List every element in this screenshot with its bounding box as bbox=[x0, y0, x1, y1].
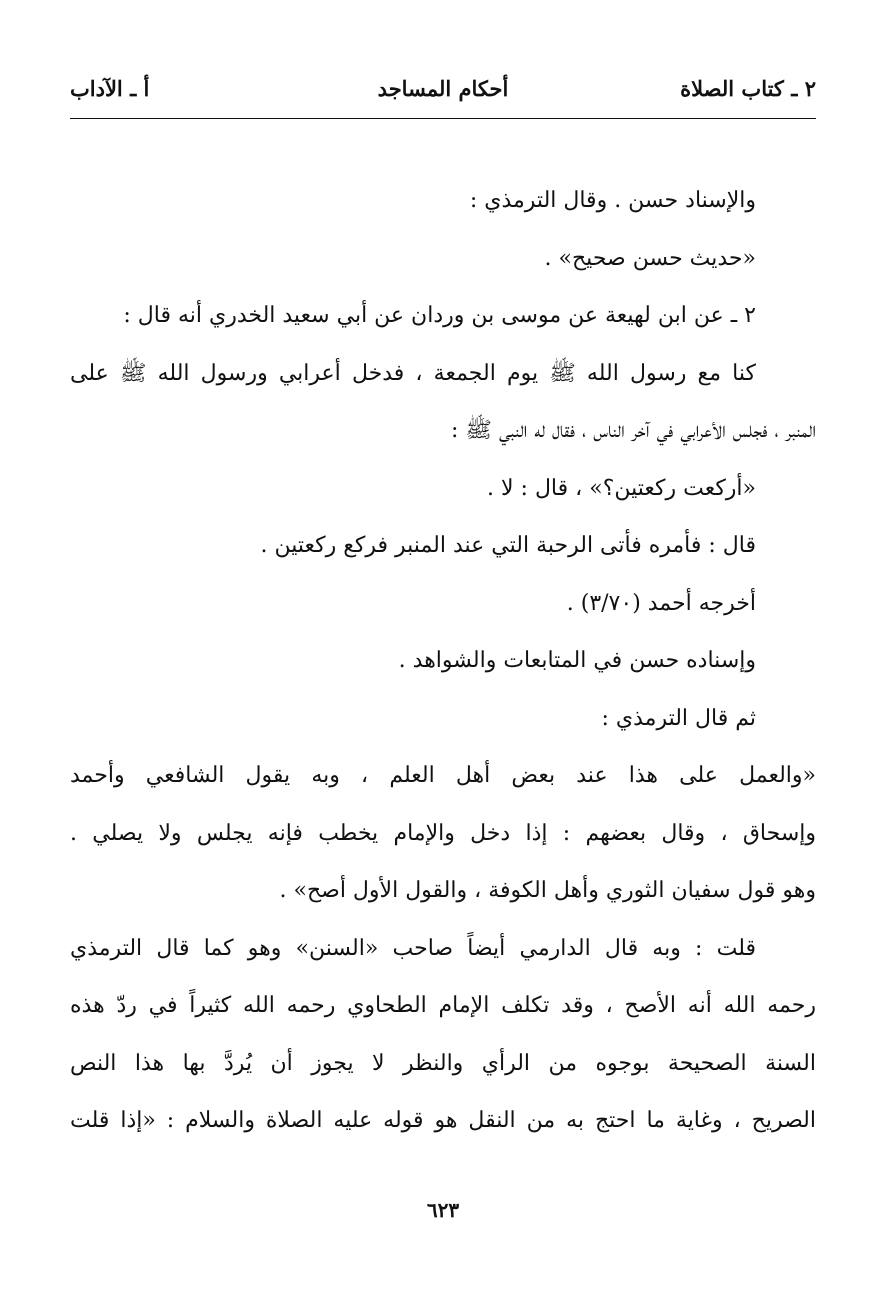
header-rule bbox=[70, 118, 816, 119]
page-number: ٦٢٣ bbox=[426, 1198, 460, 1222]
text-line: ثم قال الترمذي : bbox=[601, 705, 756, 731]
text-line: «حديث حسن صحيح» . bbox=[544, 245, 756, 271]
text-line: ٢ ـ عن ابن لهيعة عن موسى بن وردان عن أبي سعيد الخدري أنه قال : bbox=[123, 303, 756, 328]
text-line: وإسناده حسن في المتابعات والشواهد . bbox=[398, 648, 756, 673]
text-line: وهو قول سفيان الثوري وأهل الكوفة ، والقول الأول أصح» . bbox=[279, 878, 816, 903]
text-line: قلت : وبه قال الدارمي أيضاً صاحب «السنن» وهو كما قال الترمذي bbox=[70, 935, 757, 961]
text-line: قال : فأمره فأتى الرحبة التي عند المنبر فركع ركعتين . bbox=[260, 533, 756, 558]
text-line: المنبر ، فجلس الأعرابي في آخر الناس ، فقال له النبي ﷺ : bbox=[451, 418, 816, 443]
text-line: أخرجه أحمد (٣/٧٠) . bbox=[566, 590, 756, 616]
text-line: «أركعت ركعتين؟» ، قال : لا . bbox=[487, 475, 756, 501]
chapter-title: ٢ ـ كتاب الصلاة bbox=[680, 76, 816, 101]
body-text bbox=[70, 172, 816, 1150]
text-line: السنة الصحيحة بوجوه من الرأي والنظر لا يجوز أن يُردَّ بها هذا النص bbox=[70, 1050, 816, 1076]
section-title: أحكام المساجد bbox=[377, 76, 509, 101]
text-line: وإسحاق ، وقال بعضهم : إذا دخل والإمام يخطب فإنه يجلس ولا يصلي . bbox=[70, 820, 816, 846]
text-line: «والعمل على هذا عند بعض أهل العلم ، وبه يقول الشافعي وأحمد bbox=[70, 763, 816, 788]
text-line: كنا مع رسول الله ﷺ يوم الجمعة ، فدخل أعرابي ورسول الله ﷺ على bbox=[70, 360, 756, 386]
running-header bbox=[70, 76, 816, 116]
subsection-title: أ ـ الآداب bbox=[70, 76, 150, 101]
text-line: والإسناد حسن . وقال الترمذي : bbox=[469, 188, 756, 213]
text-line: الصريح ، وغاية ما احتج به من النقل هو قوله عليه الصلاة والسلام : «إذا قلت bbox=[70, 1108, 816, 1133]
text-line: رحمه الله أنه الأصح ، وقد تكلف الإمام الطحاوي رحمه الله كثيراً في ردّ هذه bbox=[70, 993, 816, 1018]
